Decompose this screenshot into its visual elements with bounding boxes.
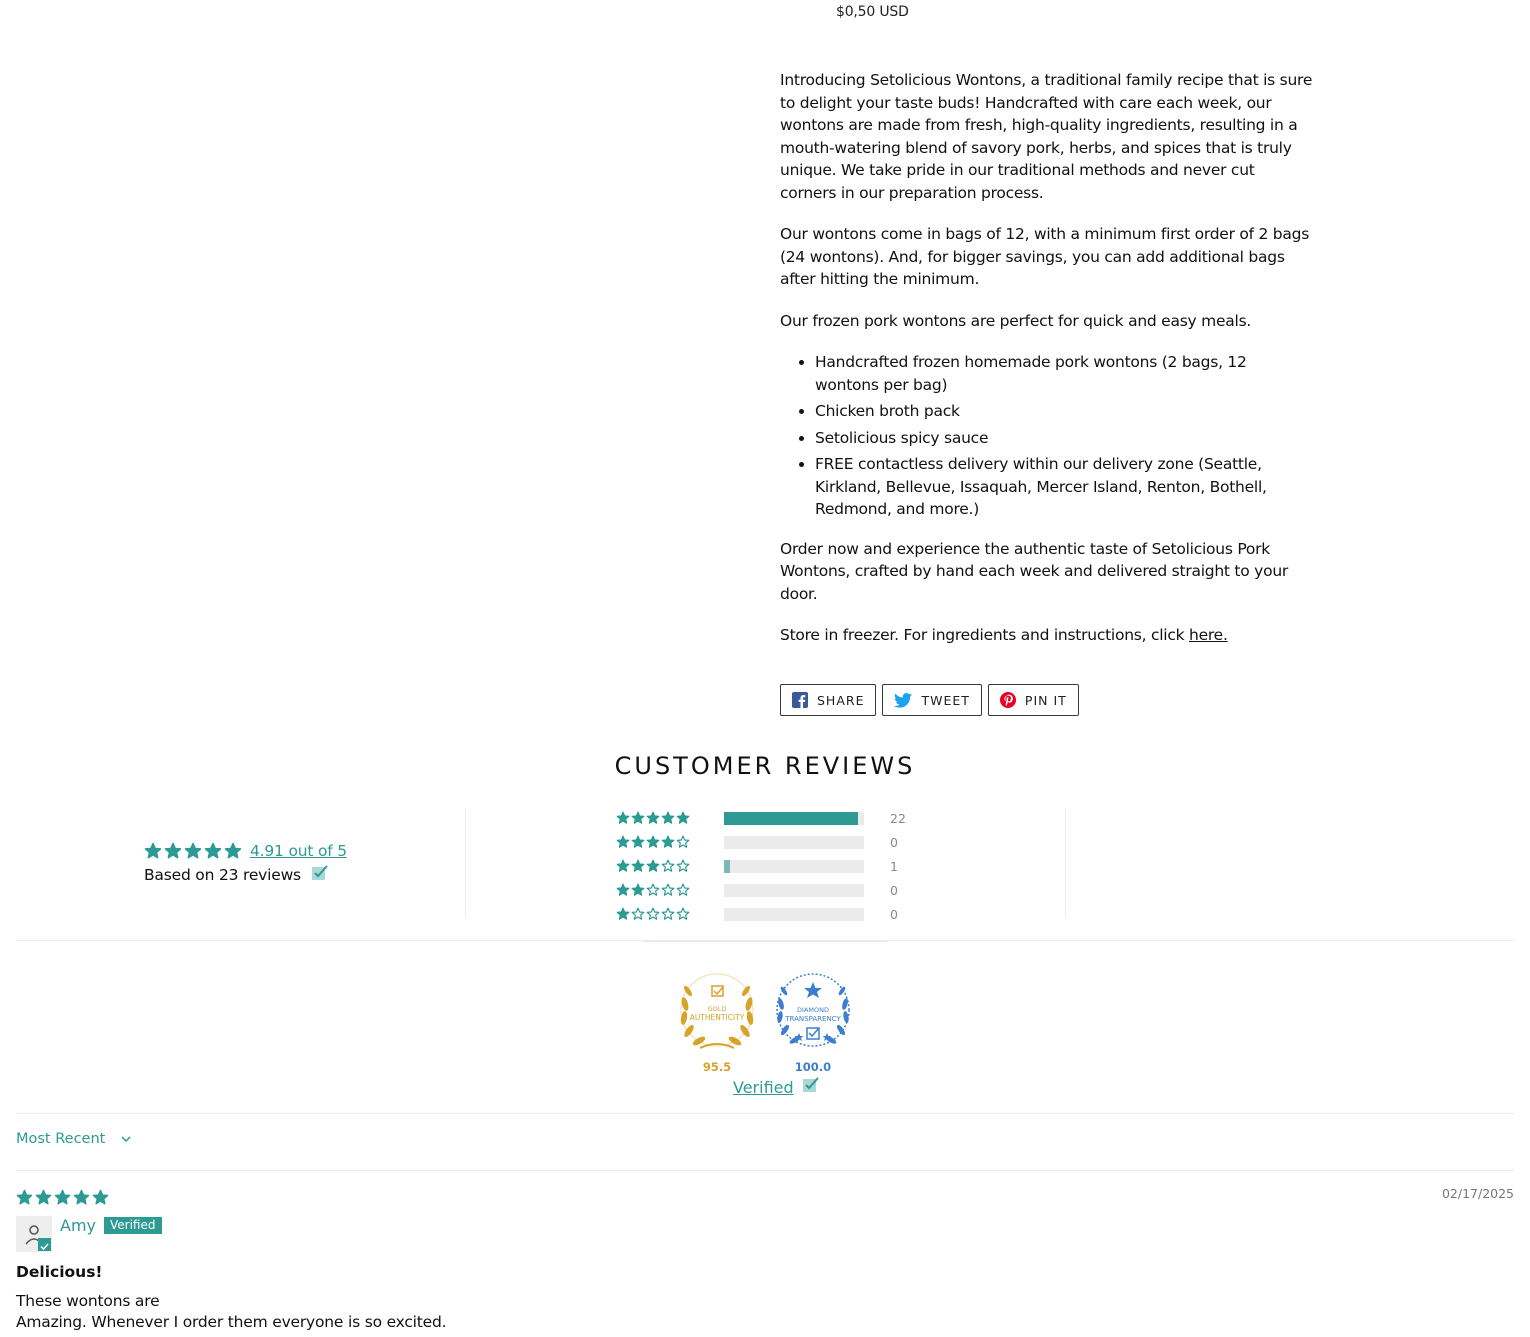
sort-select[interactable]	[16, 1131, 131, 1147]
facebook-icon	[792, 692, 808, 708]
star-filled-icon	[616, 835, 630, 849]
histogram-bar-fill	[724, 860, 730, 873]
row-stars-3	[616, 859, 724, 873]
description-paragraph: Order now and experience the authentic taste of Setolicious Pork Wontons, crafted by hand each week and delivered straight to your door.	[780, 539, 1289, 603]
star-filled-icon	[73, 1189, 90, 1206]
badge-score: 100.0	[794, 1060, 832, 1074]
star-filled-icon	[646, 859, 660, 873]
sort-selected-value: Most Recent	[16, 1131, 106, 1147]
badge-label: DIAMOND	[797, 1006, 829, 1014]
star-filled-icon	[144, 842, 162, 860]
share-buttons	[780, 684, 1079, 716]
share-label: PIN IT	[1024, 692, 1067, 708]
includes-list	[780, 351, 1314, 521]
star-filled-icon	[164, 842, 182, 860]
star-empty-icon	[646, 883, 660, 897]
star-filled-icon	[661, 835, 675, 849]
star-empty-icon	[661, 883, 675, 897]
review-date: 02/17/2025	[1441, 1186, 1514, 1201]
star-filled-icon	[204, 842, 222, 860]
histogram-count: 22	[890, 810, 906, 826]
summary-divider	[465, 808, 466, 918]
badge-label: TRANSPARENCY	[785, 1015, 841, 1023]
histogram-bar-fill	[724, 812, 858, 825]
star-filled-icon	[92, 1189, 109, 1206]
row-stars-1	[616, 907, 724, 921]
verified-link[interactable]: Verified	[733, 1077, 794, 1097]
badge-label: AUTHENTICITY	[689, 1013, 745, 1022]
histogram-row-1[interactable]	[616, 902, 906, 926]
star-filled-icon	[646, 835, 660, 849]
histogram-row-5[interactable]	[616, 806, 906, 830]
verified-check-icon	[38, 1238, 51, 1251]
reviewer-info	[60, 1216, 162, 1235]
share-label: SHARE	[817, 692, 865, 708]
histogram-count: 0	[890, 834, 898, 850]
star-filled-icon	[224, 842, 242, 860]
star-filled-icon	[54, 1189, 71, 1206]
star-filled-icon	[676, 811, 690, 825]
chevron-down-icon	[121, 1131, 131, 1147]
instructions-link[interactable]: here.	[1189, 626, 1228, 644]
star-empty-icon	[661, 859, 675, 873]
review-rating-stars	[16, 1189, 109, 1206]
badge-label: GOLD	[707, 1005, 727, 1013]
description-paragraph: Introducing Setolicious Wontons, a traditional family recipe that is sure to delight your taste buds! Handcrafted with care each week, our wontons are made from fresh, high-quality ingredients, resulting in a mouth-watering blend of savory pork, herbs, and spices that is truly unique. We take pride in our traditional methods and never cut corners in our preparation process.	[780, 71, 1313, 202]
section-divider	[16, 1113, 1514, 1114]
storage-paragraph	[780, 624, 1314, 647]
histogram-bar	[724, 908, 864, 921]
description-paragraph: Our frozen pork wontons are perfect for quick and easy meals.	[780, 311, 1252, 330]
review-body	[16, 1291, 446, 1333]
star-empty-icon	[676, 835, 690, 849]
row-stars-5	[616, 811, 724, 825]
summary-divider	[1065, 808, 1066, 918]
star-filled-icon	[35, 1189, 52, 1206]
section-divider	[16, 1170, 1514, 1171]
list-item: • Chicken broth pack	[815, 400, 1314, 423]
review-title: Delicious!	[16, 1263, 103, 1281]
rating-histogram	[616, 806, 906, 926]
star-filled-icon	[616, 811, 630, 825]
star-filled-icon	[616, 907, 630, 921]
histogram-bar	[724, 812, 864, 825]
diamond-transparency-badge[interactable]	[770, 970, 856, 1074]
badge-score: 95.5	[702, 1060, 732, 1074]
pinterest-icon	[1000, 692, 1016, 708]
verified-badge: Verified	[104, 1217, 162, 1234]
histogram-row-4[interactable]	[616, 830, 906, 854]
list-item: • Setolicious spicy sauce	[815, 427, 1314, 450]
reviews-summary	[144, 840, 347, 886]
diamond-laurel-icon	[770, 970, 856, 1056]
histogram-bar	[724, 836, 864, 849]
star-filled-icon	[631, 835, 645, 849]
product-description	[780, 69, 1314, 666]
star-filled-icon	[631, 883, 645, 897]
row-stars-2	[616, 883, 724, 897]
star-filled-icon	[16, 1189, 33, 1206]
star-filled-icon	[616, 859, 630, 873]
gold-laurel-icon	[674, 970, 760, 1056]
histogram-row-2[interactable]	[616, 878, 906, 902]
twitter-icon	[894, 693, 912, 708]
section-divider-accent	[643, 941, 887, 942]
star-filled-icon	[646, 811, 660, 825]
list-item: • Handcrafted frozen homemade pork wontons (2 bags, 12 wontons per bag)	[815, 351, 1314, 396]
facebook-share-button[interactable]	[780, 684, 876, 716]
average-rating-link[interactable]: 4.91 out of 5	[250, 842, 347, 860]
reviews-heading: CUSTOMER REVIEWS	[614, 752, 916, 780]
review-body-line: Amazing. Whenever I order them everyone is so excited.	[16, 1313, 447, 1331]
star-empty-icon	[661, 907, 675, 921]
star-empty-icon	[631, 907, 645, 921]
histogram-bar	[724, 884, 864, 897]
histogram-bar	[724, 860, 864, 873]
star-filled-icon	[631, 811, 645, 825]
star-filled-icon	[631, 859, 645, 873]
histogram-row-3[interactable]	[616, 854, 906, 878]
verified-check-icon	[802, 1076, 820, 1098]
star-filled-icon	[184, 842, 202, 860]
histogram-count: 0	[890, 882, 898, 898]
gold-authenticity-badge[interactable]	[674, 970, 760, 1074]
histogram-count: 1	[890, 858, 898, 874]
row-stars-4	[616, 835, 724, 849]
product-price: $0,50 USD	[836, 4, 909, 20]
storage-text: Store in freezer. For ingredients and instructions, click	[780, 626, 1190, 644]
pinterest-pin-button[interactable]	[988, 684, 1079, 716]
star-empty-icon	[676, 907, 690, 921]
verified-row	[733, 1076, 820, 1098]
description-paragraph: Our wontons come in bags of 12, with a minimum first order of 2 bags (24 wontons). And, for bigger savings, you can add additional bags after hitting the minimum.	[780, 225, 1310, 288]
average-rating-stars	[144, 842, 242, 860]
list-item: • FREE contactless delivery within our delivery zone (Seattle, Kirkland, Bellevue, Issaquah, Mercer Island, Renton, Bothell, Redmond, and more.)	[815, 453, 1314, 521]
review-body-line: These wontons are	[16, 1292, 160, 1310]
reviewer-name: Amy	[60, 1216, 96, 1235]
review-count-text: Based on 23 reviews	[144, 866, 301, 884]
star-empty-icon	[646, 907, 660, 921]
star-filled-icon	[661, 811, 675, 825]
trust-badges	[672, 970, 862, 1074]
star-empty-icon	[676, 859, 690, 873]
verified-check-icon	[311, 864, 329, 886]
histogram-count: 0	[890, 906, 898, 922]
star-empty-icon	[676, 883, 690, 897]
share-label: TWEET	[921, 692, 970, 708]
star-filled-icon	[616, 883, 630, 897]
twitter-tweet-button[interactable]	[882, 684, 981, 716]
